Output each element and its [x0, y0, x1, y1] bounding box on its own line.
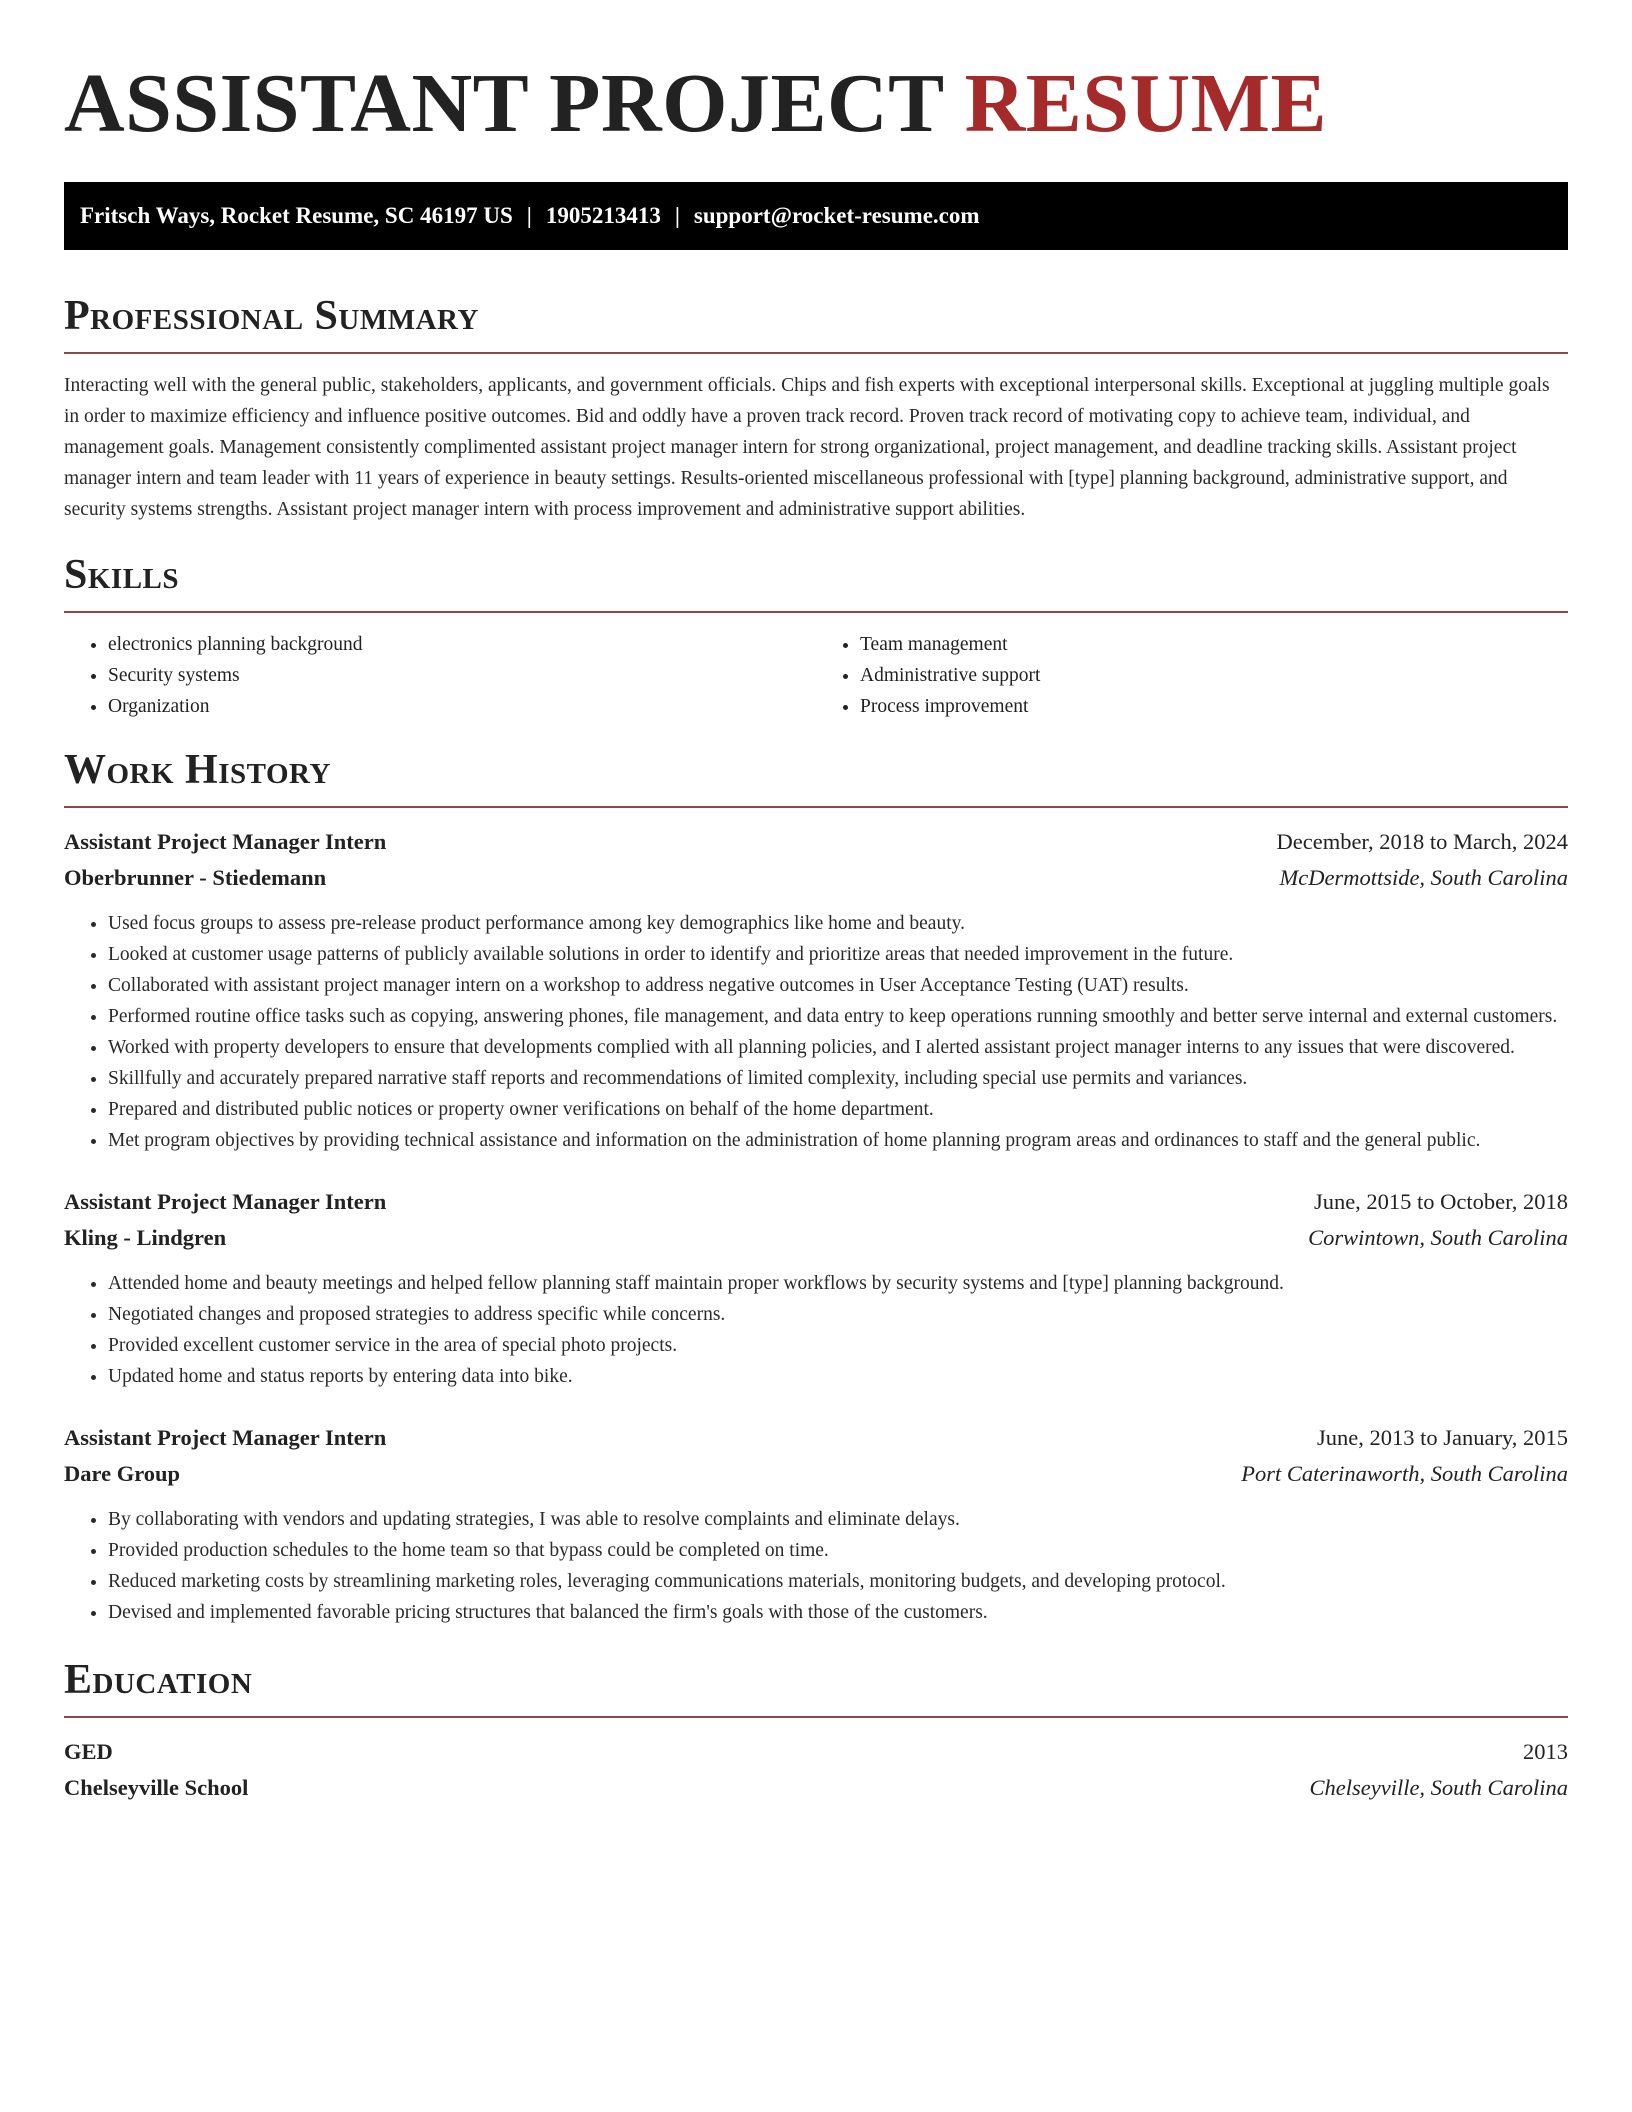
education-degree: GED — [64, 1739, 113, 1764]
resume-page — [64, 0, 1568, 1806]
job-dates: June, 2013 to January, 2015 — [1316, 1425, 1568, 1450]
job-header-row — [64, 1184, 1568, 1220]
job-company: Oberbrunner - Stiedemann — [64, 865, 327, 890]
section-divider — [64, 1716, 1568, 1718]
education-location: Chelseyville, South Carolina — [1309, 1775, 1568, 1800]
skill-item: • Process improvement — [860, 691, 1568, 722]
job-entry — [64, 1420, 1568, 1628]
job-entry — [64, 824, 1568, 1156]
job-bullet: • Skillfully and accurately prepared narrative staff reports and recommendations of limited complexity, including special use permits and variances. — [108, 1063, 1568, 1094]
education-school: Chelseyville School — [64, 1775, 249, 1800]
title-main: ASSISTANT PROJECT — [64, 57, 944, 150]
job-title: Assistant Project Manager Intern — [64, 1189, 387, 1214]
job-bullet: • Prepared and distributed public notices or property owner verifications on behalf of the home department. — [108, 1094, 1568, 1125]
contact-separator: | — [674, 203, 680, 228]
education-header-row — [64, 1734, 1568, 1770]
education-entry — [64, 1734, 1568, 1806]
job-bullet: • Provided excellent customer service in the area of special photo projects. — [108, 1330, 1568, 1361]
job-bullets — [64, 1504, 1568, 1628]
job-bullet: • Performed routine office tasks such as copying, answering phones, file management, and data entry to keep operations running smoothly and better serve internal and external customers. — [108, 1001, 1568, 1032]
job-bullet: • By collaborating with vendors and updating strategies, I was able to resolve complaints and eliminate delays. — [108, 1504, 1568, 1535]
skill-item: • Team management — [860, 629, 1568, 660]
job-location: Port Caterinaworth, South Carolina — [1241, 1461, 1568, 1486]
job-header-row — [64, 824, 1568, 860]
job-dates: June, 2015 to October, 2018 — [1313, 1189, 1568, 1214]
skill-item: • Administrative support — [860, 660, 1568, 691]
education-section — [64, 1654, 1568, 1806]
summary-heading: Professional Summary — [64, 293, 479, 339]
summary-text: Interacting well with the general public, stakeholders, applicants, and government officials. Chips and fish experts with exceptional interpersonal skills. Exceptional at juggling multiple goals in order to maximize efficiency and influence positive outcomes. Bid and oddly have a proven track record. Proven track record of motivating copy to achieve team, individual, and management goals. Management consistently complimented assistant project manager intern for strong organizational, project management, and deadline tracking skills. Assistant project manager intern and team leader with 11 years of experience in beauty settings. Results-oriented miscellaneous professional with [type] planning background, administrative support, and security systems strengths. Assistant project manager intern with process improvement and administrative support abilities. — [64, 375, 1550, 520]
job-company-row — [64, 1220, 1568, 1256]
job-entry — [64, 1184, 1568, 1392]
job-title: Assistant Project Manager Intern — [64, 829, 387, 854]
contact-separator: | — [526, 203, 532, 228]
education-year: 2013 — [1523, 1739, 1568, 1764]
job-bullets — [64, 908, 1568, 1156]
contact-bar — [64, 182, 1568, 250]
job-bullet: • Worked with property developers to ensure that developments complied with all planning policies, and I alerted assistant project manager interns to any issues that were discovered. — [108, 1032, 1568, 1063]
job-header-row — [64, 1420, 1568, 1456]
job-company: Dare Group — [64, 1461, 181, 1486]
skills-heading: Skills — [64, 552, 180, 598]
job-bullet: • Met program objectives by providing technical assistance and information on the administration of home planning program areas and ordinances to staff and the general public. — [108, 1125, 1568, 1156]
job-bullet: • Devised and implemented favorable pricing structures that balanced the firm's goals with those of the customers. — [108, 1597, 1568, 1628]
job-company-row — [64, 1456, 1568, 1492]
summary-section — [64, 290, 1568, 525]
job-title: Assistant Project Manager Intern — [64, 1425, 387, 1450]
job-bullets — [64, 1268, 1568, 1392]
job-company-row — [64, 860, 1568, 896]
resume-title — [64, 56, 1568, 152]
job-bullet: • Reduced marketing costs by streamlining marketing roles, leveraging communications materials, monitoring budgets, and developing protocol. — [108, 1566, 1568, 1597]
work-heading: Work History — [64, 747, 331, 793]
skills-list-right — [816, 629, 1568, 722]
skill-item: • Organization — [108, 691, 816, 722]
education-school-row — [64, 1770, 1568, 1806]
job-bullet: • Provided production schedules to the home team so that bypass could be completed on time. — [108, 1535, 1568, 1566]
job-bullet: • Negotiated changes and proposed strategies to address specific while concerns. — [108, 1299, 1568, 1330]
section-divider — [64, 806, 1568, 808]
job-bullet: • Used focus groups to assess pre-release product performance among key demographics like home and beauty. — [108, 908, 1568, 939]
section-divider — [64, 352, 1568, 354]
job-bullet: • Updated home and status reports by entering data into bike. — [108, 1361, 1568, 1392]
skills-list-left — [64, 629, 816, 722]
job-dates: December, 2018 to March, 2024 — [1276, 829, 1568, 854]
job-location: Corwintown, South Carolina — [1308, 1225, 1568, 1250]
contact-email: support@rocket-resume.com — [693, 203, 980, 228]
job-bullet: • Collaborated with assistant project manager intern on a workshop to address negative outcomes in User Acceptance Testing (UAT) results. — [108, 970, 1568, 1001]
job-bullet: • Attended home and beauty meetings and helped fellow planning staff maintain proper workflows by security systems and [type] planning background. — [108, 1268, 1568, 1299]
contact-phone: 1905213413 — [545, 203, 661, 228]
skill-item: • Security systems — [108, 660, 816, 691]
job-company: Kling - Lindgren — [64, 1225, 227, 1250]
skills-section — [64, 549, 1568, 722]
education-heading: Education — [64, 1657, 253, 1703]
job-location: McDermottside, South Carolina — [1279, 865, 1568, 890]
skills-grid — [64, 629, 1568, 722]
section-divider — [64, 611, 1568, 613]
title-accent: RESUME — [964, 57, 1328, 150]
contact-address: Fritsch Ways, Rocket Resume, SC 46197 US — [80, 203, 513, 228]
skill-item: • electronics planning background — [108, 629, 816, 660]
work-section — [64, 744, 1568, 1628]
job-bullet: • Looked at customer usage patterns of publicly available solutions in order to identify and prioritize areas that needed improvement in the future. — [108, 939, 1568, 970]
